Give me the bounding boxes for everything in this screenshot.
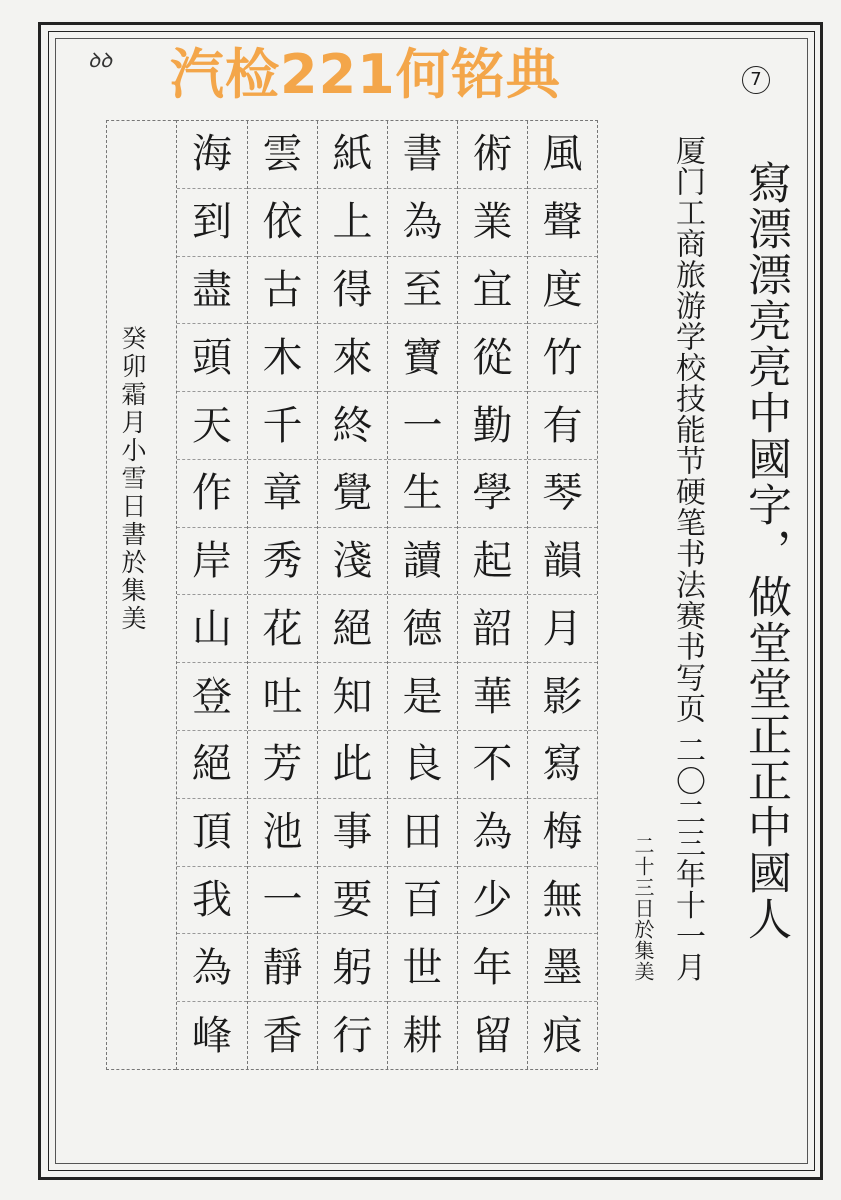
calligraphy-grid bbox=[176, 120, 598, 1070]
character-cell: 為 bbox=[388, 189, 457, 257]
character-cell: 我 bbox=[177, 867, 247, 935]
character-cell: 學 bbox=[458, 460, 527, 528]
character-cell: 是 bbox=[388, 663, 457, 731]
character-cell: 有 bbox=[528, 392, 597, 460]
poem-column bbox=[317, 121, 387, 1069]
character-cell: 至 bbox=[388, 257, 457, 325]
character-cell: 年 bbox=[458, 934, 527, 1002]
character-cell: 寫 bbox=[528, 731, 597, 799]
poem-column bbox=[527, 121, 597, 1069]
character-cell: 香 bbox=[262, 1012, 303, 1059]
poem-column bbox=[387, 121, 457, 1069]
poem-column bbox=[457, 121, 527, 1069]
character-cell: 花 bbox=[248, 595, 317, 663]
character-cell: 千 bbox=[248, 392, 317, 460]
character-cell: 到 bbox=[177, 189, 247, 257]
heading-date: 二十三日於集美 bbox=[631, 835, 655, 982]
character-cell: 頭 bbox=[177, 324, 247, 392]
character-cell: 一 bbox=[388, 392, 457, 460]
poem-column bbox=[247, 121, 317, 1069]
character-cell: 良 bbox=[388, 731, 457, 799]
character-cell: 德 bbox=[388, 595, 457, 663]
character-cell: 影 bbox=[528, 663, 597, 731]
character-cell: 耕 bbox=[402, 1012, 443, 1059]
character-cell: 無 bbox=[528, 867, 597, 935]
poem-column bbox=[177, 121, 247, 1069]
character-cell: 雲 bbox=[248, 121, 317, 189]
character-cell: 海 bbox=[177, 121, 247, 189]
character-cell: 木 bbox=[248, 324, 317, 392]
character-cell: 行 bbox=[332, 1012, 373, 1059]
character-cell: 得 bbox=[318, 257, 387, 325]
character-cell: 月 bbox=[528, 595, 597, 663]
character-cell: 讀 bbox=[388, 528, 457, 596]
heading-slogan: 寫漂漂亮亮中國字，做堂堂正正中國人 bbox=[740, 160, 791, 942]
character-cell: 為 bbox=[458, 799, 527, 867]
character-cell: 淺 bbox=[318, 528, 387, 596]
character-cell: 覺 bbox=[318, 460, 387, 528]
character-cell: 勤 bbox=[458, 392, 527, 460]
signature-text: 癸卯霜月小雪日書於集美 bbox=[118, 325, 147, 633]
character-cell: 風 bbox=[528, 121, 597, 189]
character-cell: 從 bbox=[458, 324, 527, 392]
page-number-circle: 7 bbox=[742, 66, 770, 94]
character-cell: 秀 bbox=[248, 528, 317, 596]
character-cell: 宜 bbox=[458, 257, 527, 325]
character-cell: 聲 bbox=[528, 189, 597, 257]
character-cell: 作 bbox=[177, 460, 247, 528]
character-cell: 紙 bbox=[318, 121, 387, 189]
corner-scribble: ꝺꝺ bbox=[88, 48, 112, 72]
character-cell: 吐 bbox=[248, 663, 317, 731]
character-cell: 芳 bbox=[248, 731, 317, 799]
character-cell: 山 bbox=[177, 595, 247, 663]
character-cell: 少 bbox=[458, 867, 527, 935]
character-cell: 韶 bbox=[458, 595, 527, 663]
character-cell: 峰 bbox=[192, 1012, 232, 1059]
character-cell: 起 bbox=[458, 528, 527, 596]
character-cell: 要 bbox=[318, 867, 387, 935]
character-cell: 終 bbox=[318, 392, 387, 460]
character-cell: 知 bbox=[318, 663, 387, 731]
character-cell: 依 bbox=[248, 189, 317, 257]
character-cell: 痕 bbox=[542, 1012, 583, 1059]
student-name-title: 汽检221何铭典 bbox=[170, 43, 561, 106]
character-cell: 百 bbox=[388, 867, 457, 935]
character-cell: 上 bbox=[318, 189, 387, 257]
character-cell: 一 bbox=[248, 867, 317, 935]
character-cell: 不 bbox=[458, 731, 527, 799]
character-cell: 華 bbox=[458, 663, 527, 731]
heading-event: 厦门工商旅游学校技能节硬笔书法赛书写页 二〇二三年十一月 bbox=[670, 135, 705, 983]
character-cell: 來 bbox=[318, 324, 387, 392]
character-cell: 留 bbox=[472, 1012, 513, 1059]
character-cell: 絕 bbox=[318, 595, 387, 663]
character-cell: 古 bbox=[248, 257, 317, 325]
character-cell: 事 bbox=[318, 799, 387, 867]
character-cell: 躬 bbox=[318, 934, 387, 1002]
character-cell: 岸 bbox=[177, 528, 247, 596]
character-cell: 天 bbox=[177, 392, 247, 460]
character-cell: 池 bbox=[248, 799, 317, 867]
character-cell: 世 bbox=[388, 934, 457, 1002]
character-cell: 度 bbox=[528, 257, 597, 325]
character-cell: 書 bbox=[388, 121, 457, 189]
character-cell: 琴 bbox=[528, 460, 597, 528]
character-cell: 術 bbox=[458, 121, 527, 189]
character-cell: 頂 bbox=[177, 799, 247, 867]
character-cell: 竹 bbox=[528, 324, 597, 392]
character-cell: 業 bbox=[458, 189, 527, 257]
character-cell: 田 bbox=[388, 799, 457, 867]
character-cell: 為 bbox=[177, 934, 247, 1002]
character-cell: 章 bbox=[248, 460, 317, 528]
character-cell: 此 bbox=[318, 731, 387, 799]
character-cell: 韻 bbox=[528, 528, 597, 596]
character-cell: 墨 bbox=[528, 934, 597, 1002]
character-cell: 靜 bbox=[248, 934, 317, 1002]
character-cell: 登 bbox=[177, 663, 247, 731]
character-cell: 絕 bbox=[177, 731, 247, 799]
character-cell: 梅 bbox=[528, 799, 597, 867]
character-cell: 生 bbox=[388, 460, 457, 528]
character-cell: 盡 bbox=[177, 257, 247, 325]
character-cell: 寶 bbox=[388, 324, 457, 392]
